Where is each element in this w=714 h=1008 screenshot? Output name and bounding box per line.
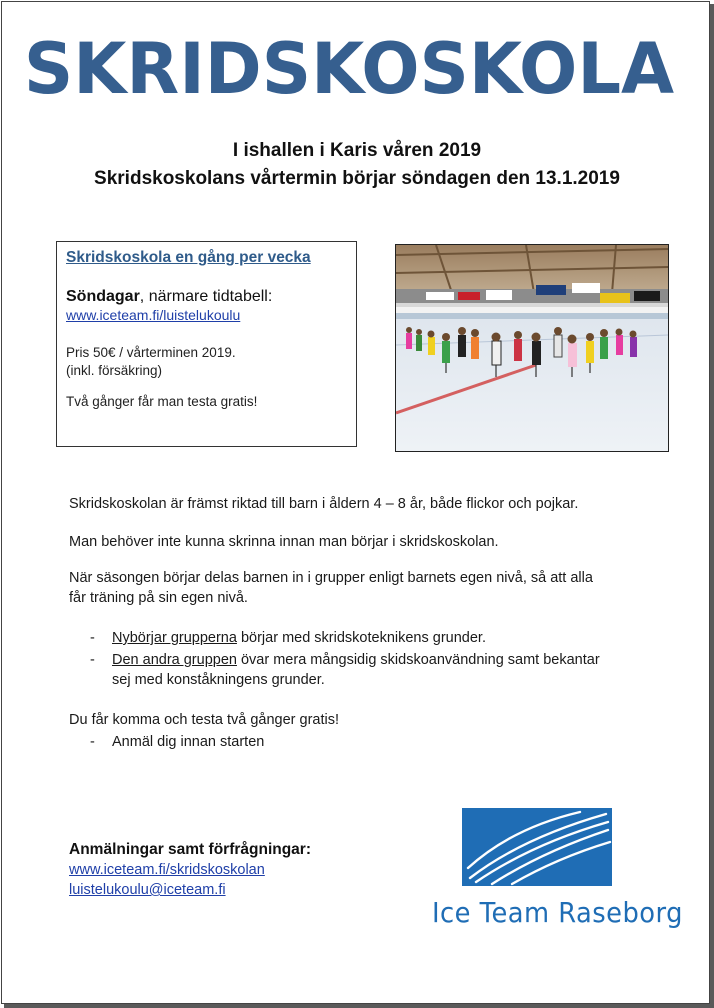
contact-heading: Anmälningar samt förfrågningar: xyxy=(69,841,311,858)
days-rest: , närmare tidtabell: xyxy=(139,288,273,305)
group-desc: övar mera mångsidig skidskoanvändning samt bekantar xyxy=(236,652,600,668)
price-line: Pris 50€ / vårterminen 2019. xyxy=(66,345,236,360)
bullet-dash: - xyxy=(90,734,95,750)
free-test-paragraph: Du får komma och testa två gånger gratis! xyxy=(69,712,339,728)
days-label: Söndagar xyxy=(66,288,140,305)
email-link[interactable]: luistelukoulu@iceteam.fi xyxy=(69,882,226,898)
page-title: SKRIDSKOSKOLA xyxy=(23,28,675,110)
list-item-text xyxy=(112,650,672,690)
schedule-link[interactable]: www.iceteam.fi/luistelukoulu xyxy=(66,307,241,323)
groups-line2: får träning på sin egen nivå. xyxy=(69,590,248,606)
list-item-text: Anmäl dig innan starten xyxy=(112,734,265,750)
free-trial-text: Två gånger får man testa gratis! xyxy=(66,394,258,409)
registration-link[interactable]: www.iceteam.fi/skridskoskolan xyxy=(69,862,265,878)
list-item-text xyxy=(112,628,672,648)
bullet-dash: - xyxy=(90,652,95,668)
ice-team-logo-icon xyxy=(462,808,612,886)
group-desc-line2: sej med konståkningens grunder. xyxy=(112,672,325,688)
price-info xyxy=(66,344,236,380)
bullet-dash: - xyxy=(90,630,95,646)
groups-line1: När säsongen börjar delas barnen in i grupper enligt barnets egen nivå, så att alla xyxy=(69,570,593,586)
info-box-days xyxy=(66,288,272,306)
skating-photo xyxy=(395,244,669,452)
no-experience-paragraph: Man behöver inte kunna skrinna innan man börjar i skridskoskolan. xyxy=(69,534,499,550)
groups-paragraph xyxy=(69,568,669,608)
group-desc: börjar med skridskoteknikens grunder. xyxy=(236,630,486,646)
info-box xyxy=(56,241,357,447)
group-name: Den andra gruppen xyxy=(112,652,237,668)
logo-text: Ice Team Raseborg xyxy=(432,896,683,929)
group-name: Nybörjar grupperna xyxy=(112,630,237,646)
info-box-heading: Skridskoskola en gång per vecka xyxy=(66,249,311,266)
subtitle-location: I ishallen i Karis våren 2019 xyxy=(232,140,482,161)
insurance-line: (inkl. försäkring) xyxy=(66,363,163,378)
page-shadow-bottom xyxy=(4,1004,714,1008)
subtitle-start-date: Skridskoskolans vårtermin börjar söndagen den 13.1.2019 xyxy=(94,168,620,189)
skating-photo-illustration xyxy=(396,245,668,451)
age-paragraph: Skridskoskolan är främst riktad till barn i åldern 4 – 8 år, både flickor och pojkar. xyxy=(69,496,579,512)
